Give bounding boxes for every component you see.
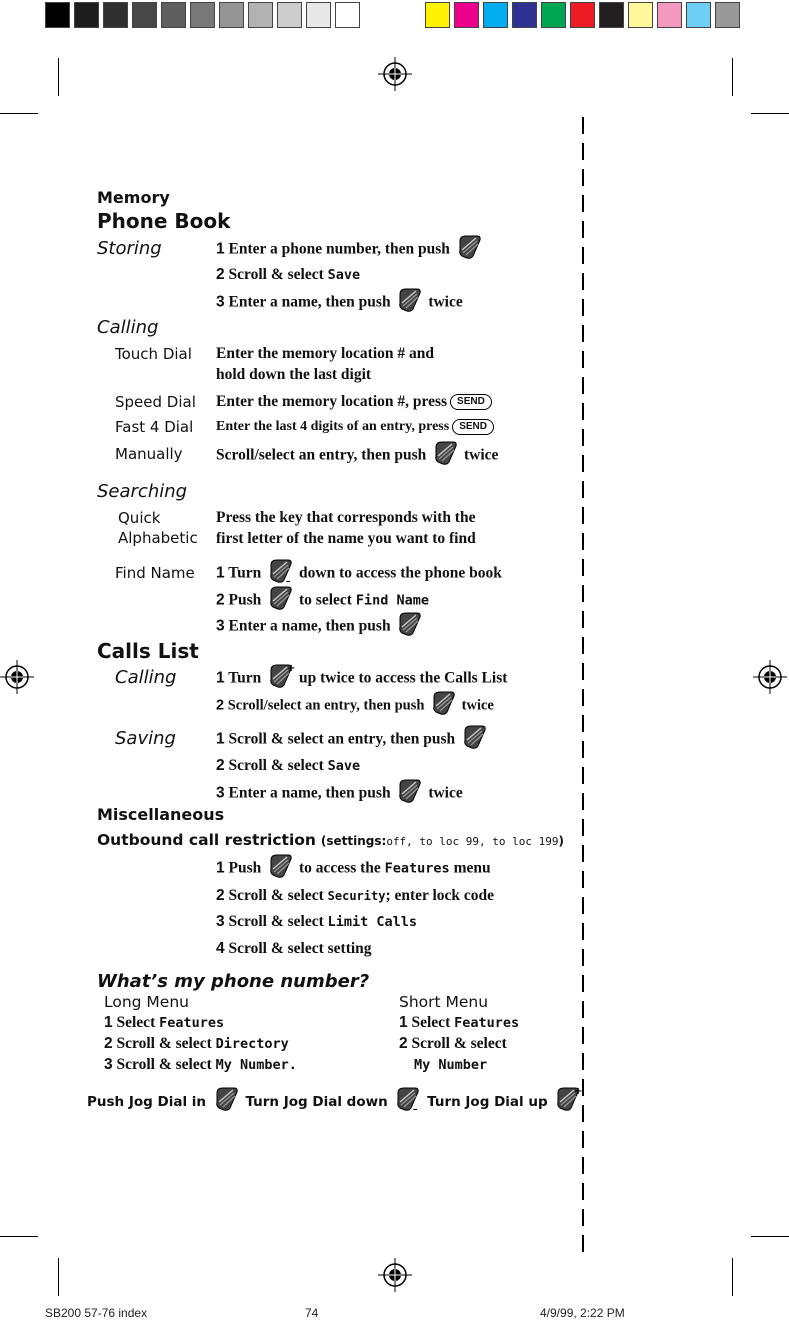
fold-line-dash (582, 195, 584, 212)
restriction-step-4: 4 Scroll & select setting (216, 940, 372, 957)
fold-line-dash (582, 299, 584, 316)
fold-line-dash (582, 897, 584, 914)
fold-line-dash (582, 429, 584, 446)
jog-dial-push-icon (461, 724, 487, 750)
registration-mark-icon (378, 57, 412, 91)
fold-line-dash (582, 975, 584, 992)
alphabetic-label: Alphabetic (118, 529, 198, 547)
fold-line-dash (582, 715, 584, 732)
gray-swatch (335, 2, 360, 28)
restriction-step-2: 2 Scroll & select Security; enter lock code (216, 887, 495, 904)
fold-line-dash (582, 351, 584, 368)
long-step-2: 2 Scroll & select Directory (104, 1035, 289, 1052)
calls-step-2: 2 Scroll/select an entry, then push twice (216, 696, 494, 716)
jog-dial-push-icon (456, 234, 482, 260)
storing-step-1: 1 Enter a phone number, then push (216, 240, 484, 260)
gray-swatch (248, 2, 273, 28)
quick-line-2: first letter of the name you want to find (216, 530, 476, 547)
gray-swatch (132, 2, 157, 28)
fast-dial-label: Fast 4 Dial (115, 418, 194, 436)
footer-filename: SB200 57-76 index (45, 1306, 148, 1320)
fold-line-dash (582, 585, 584, 602)
process-color-swatch (425, 2, 450, 28)
jog-dial-up-icon (554, 1086, 583, 1112)
fold-line-dash (582, 533, 584, 550)
touch-dial-label: Touch Dial (115, 345, 192, 363)
gray-swatch (161, 2, 186, 28)
gray-swatch (45, 2, 70, 28)
fold-line-dash (582, 741, 584, 758)
gray-swatch (219, 2, 244, 28)
fold-line-dash (582, 1209, 584, 1226)
short-step-2-value: My Number (414, 1057, 488, 1073)
long-menu-heading: Long Menu (104, 993, 189, 1011)
fast-dial-text: Enter the last 4 digits of an entry, press SEND (216, 419, 494, 435)
crop-mark (751, 113, 789, 114)
storing-label: Storing (97, 238, 162, 259)
fold-line-dash (582, 143, 584, 160)
process-color-swatch (657, 2, 682, 28)
fold-line-dash (582, 221, 584, 238)
short-step-1: 1 Select Features (399, 1014, 520, 1031)
storing-step-2: 2 Scroll & select Save (216, 266, 361, 283)
fold-line-dash (582, 611, 584, 628)
jog-dial-push-icon (396, 778, 422, 804)
my-number-heading: What’s my phone number? (97, 971, 370, 992)
long-step-3: 3 Scroll & select My Number. (104, 1056, 297, 1073)
fold-line-dash (582, 923, 584, 940)
process-color-swatch (715, 2, 740, 28)
jog-dial-push-icon (396, 287, 422, 313)
fold-line-dash (582, 663, 584, 680)
fold-line-dash (582, 559, 584, 576)
fold-line-dash (582, 767, 584, 784)
fold-line-dash (582, 169, 584, 186)
process-color-swatch (512, 2, 537, 28)
fold-line-dash (582, 871, 584, 888)
gray-swatch (74, 2, 99, 28)
searching-label: Searching (97, 481, 188, 502)
short-step-2: 2 Scroll & select (399, 1035, 507, 1052)
outbound-restriction-line: Outbound call restriction (settings:off, to loc 99, to loc 199) (97, 831, 564, 849)
jog-legend: Push Jog Dial in Turn Jog Dial down – Turn Jog Dial up + (87, 1086, 583, 1115)
process-color-swatch (541, 2, 566, 28)
fold-line-dash (582, 819, 584, 836)
quick-label: Quick (118, 509, 161, 527)
send-key-icon: SEND (450, 394, 492, 410)
fold-line-dash (582, 273, 584, 290)
find-step-2: 2 Push to select Find Name (216, 591, 429, 611)
calls-list-heading: Calls List (97, 639, 199, 663)
saving-step-3: 3 Enter a name, then push twice (216, 784, 463, 804)
speed-dial-text: Enter the memory location #, press SEND (216, 393, 492, 411)
jog-dial-push-icon (267, 853, 293, 879)
find-name-label: Find Name (115, 564, 195, 582)
phone-book-heading: Phone Book (97, 209, 231, 233)
fold-line-dash (582, 689, 584, 706)
fold-line-dash (582, 1131, 584, 1148)
fold-line-dash (582, 1001, 584, 1018)
fold-line-dash (582, 1053, 584, 1070)
calls-saving-label: Saving (115, 728, 176, 749)
fold-line-dash (582, 845, 584, 862)
find-step-1: 1 Turn – down to access the phone book (216, 564, 502, 584)
crop-mark (58, 58, 59, 96)
fold-line-dash (582, 455, 584, 472)
fold-line-dash (582, 637, 584, 654)
process-color-swatch (483, 2, 508, 28)
crop-mark (732, 58, 733, 96)
jog-dial-up-icon (267, 663, 296, 689)
short-menu-heading: Short Menu (399, 993, 489, 1011)
registration-mark-icon (0, 660, 34, 694)
restriction-step-3: 3 Scroll & select Limit Calls (216, 913, 418, 930)
fold-line-dash (582, 793, 584, 810)
gray-swatch (306, 2, 331, 28)
touch-dial-line-1: Enter the memory location # and (216, 345, 434, 362)
saving-step-1: 1 Scroll & select an entry, then push (216, 730, 489, 750)
miscellaneous-heading: Miscellaneous (97, 805, 225, 824)
manually-label: Manually (115, 445, 183, 463)
manually-text: Scroll/select an entry, then push twice (216, 446, 498, 466)
process-color-swatch (628, 2, 653, 28)
registration-mark-icon (753, 660, 787, 694)
storing-step-3: 3 Enter a name, then push twice (216, 293, 463, 313)
calls-calling-label: Calling (115, 667, 177, 688)
fold-line-dash (582, 1157, 584, 1174)
saving-step-2: 2 Scroll & select Save (216, 757, 361, 774)
calls-step-1: 1 Turn + up twice to access the Calls List (216, 669, 507, 689)
fold-line-dash (582, 247, 584, 264)
fold-line-dash (582, 325, 584, 342)
svg-text:+: + (287, 663, 296, 674)
jog-dial-push-icon (430, 690, 456, 716)
gray-swatch (190, 2, 215, 28)
jog-dial-push-icon (267, 585, 293, 611)
quick-line-1: Press the key that corresponds with the (216, 509, 476, 526)
registration-mark-icon (378, 1258, 412, 1292)
speed-dial-label: Speed Dial (115, 393, 196, 411)
calling-label: Calling (97, 317, 159, 338)
jog-dial-down-icon (394, 1086, 420, 1115)
fold-line-dash (582, 949, 584, 966)
jog-dial-push-icon (213, 1086, 239, 1112)
fold-line-dash (582, 403, 584, 420)
fold-line-dash (582, 1183, 584, 1200)
process-color-swatch (599, 2, 624, 28)
jog-dial-push-icon (432, 440, 458, 466)
process-color-swatch (454, 2, 479, 28)
footer-page-number: 74 (305, 1306, 319, 1320)
fold-line-dash (582, 1027, 584, 1044)
crop-mark (0, 1236, 38, 1237)
fold-line-dash (582, 1235, 584, 1252)
fold-line-dash (582, 377, 584, 394)
svg-text:–: – (286, 577, 291, 587)
crop-mark (732, 1258, 733, 1296)
crop-mark (58, 1258, 59, 1296)
process-color-swatch (686, 2, 711, 28)
gray-swatch (277, 2, 302, 28)
fold-line-dash (582, 481, 584, 498)
gray-swatch (103, 2, 128, 28)
svg-text:–: – (413, 1105, 418, 1115)
crop-mark (0, 113, 38, 114)
restriction-step-1: 1 Push to access the Features menu (216, 859, 491, 879)
touch-dial-line-2: hold down the last digit (216, 366, 372, 383)
crop-mark (751, 1236, 789, 1237)
process-color-swatch (570, 2, 595, 28)
footer-timestamp: 4/9/99, 2:22 PM (540, 1306, 625, 1320)
long-step-1: 1 Select Features (104, 1014, 225, 1031)
svg-text:+: + (574, 1086, 583, 1097)
jog-dial-down-icon (267, 558, 293, 587)
memory-heading: Memory (97, 188, 170, 207)
find-step-3: 3 Enter a name, then push (216, 617, 424, 637)
send-key-icon: SEND (452, 419, 494, 435)
jog-dial-push-icon (396, 611, 422, 637)
fold-line-dash (582, 507, 584, 524)
fold-line-dash (582, 117, 584, 134)
